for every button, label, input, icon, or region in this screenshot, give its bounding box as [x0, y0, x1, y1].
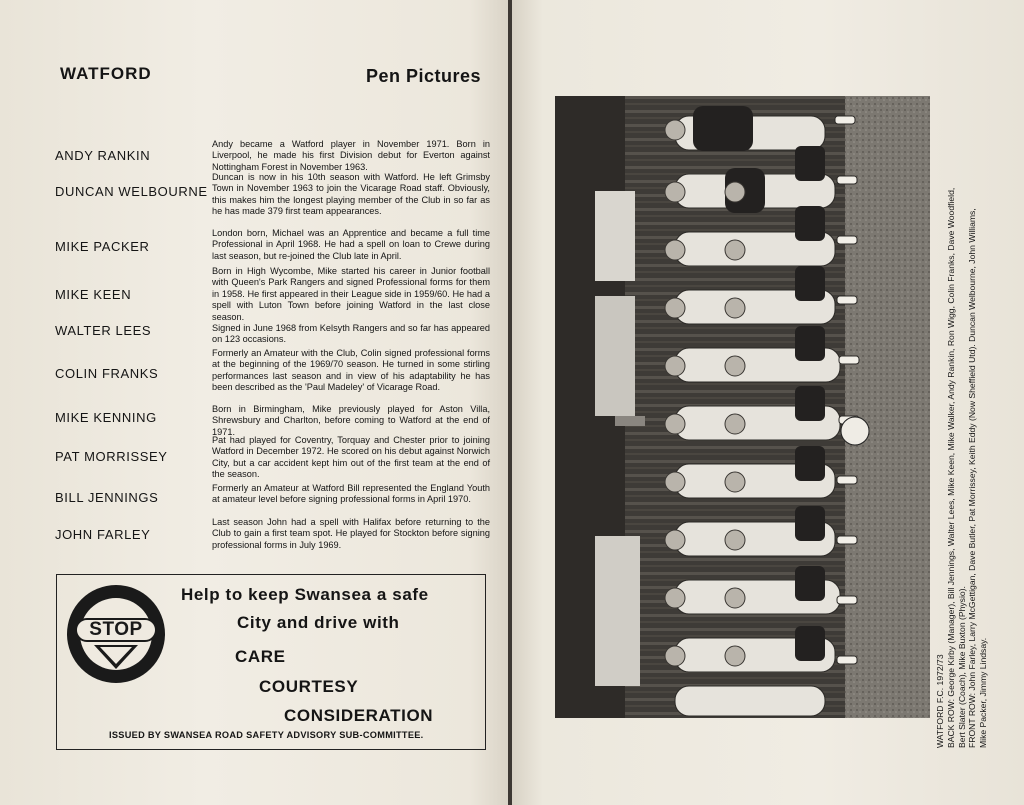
player-name-jennings: BILL JENNINGS [55, 490, 159, 505]
advert-line-2: City and drive with [237, 613, 400, 632]
player-name-packer: MIKE PACKER [55, 239, 150, 254]
road-safety-advert [56, 574, 486, 750]
caption-title: WATFORD F.C. 1972/73 [935, 654, 945, 748]
caption-front-row: FRONT ROW: John Farley, Larry McGettigan, Dave Butler, Pat Morrissey, Keith Eddy (Now Sheffield Utd). Duncan Welbourne, John Williams, [967, 208, 978, 748]
player-bio-keen: Born in High Wycombe, Mike started his career in Junior football with Queen's Park Rangers and signed Professional forms for them in 1958. He first appeared in their League side in 1959/60. He had a spell with Luton Town before joining Watford in the last close season. [212, 266, 490, 322]
player-name-franks: COLIN FRANKS [55, 366, 159, 381]
player-name-morrissey: PAT MORRISSEY [55, 449, 168, 464]
player-bio-farley: Last season John had a spell with Halifax before returning to the Club to gain a first team spot. He played for Stockton before signing professional forms in July 1969. [212, 517, 490, 550]
player-bio-jennings: Formerly an Amateur at Watford Bill represented the England Youth at amateur level before signing professional forms in April 1970. [212, 483, 490, 505]
left-page [0, 0, 510, 805]
player-name-kenning: MIKE KENNING [55, 410, 157, 425]
player-name-lees: WALTER LEES [55, 323, 152, 338]
player-bio-franks: Formerly an Amateur with the Club, Colin signed professional forms at the beginning of the 1969/70 season. He turned in some stirling performances last season and in view of his adaptability he has been described as the 'Paul Madeley' of Vicarage Road. [212, 348, 490, 393]
player-bio-lees: Signed in June 1968 from Kelsyth Rangers and so far has appeared on 123 occasions. [212, 323, 490, 345]
player-name-rankin: ANDY RANKIN [55, 148, 151, 163]
player-name-farley: JOHN FARLEY [55, 527, 151, 542]
player-bio-kenning: Born in Birmingham, Mike previously played for Aston Villa, Shrewsbury and Charlton, before coming to Watford at the end of 1971. [212, 404, 490, 437]
caption-back-row-cont: Bert Slater (Coach), Mike Buxton (Physio). [956, 586, 967, 748]
player-bio-rankin: Andy became a Watford player in November 1971. Born in Liverpool, he made his first Division debut for Everton against Nottingham Forest in November 1963. [212, 139, 490, 172]
caption-back-row: BACK ROW: George Kirby (Manager), Bill Jennings, Walter Lees, Mike Keen, Mike Walker, Andy Rankin, Ron Wigg, Colin Franks, Dave Woodfield, [945, 187, 956, 748]
player-bio-morrissey: Pat had played for Coventry, Torquay and Chester prior to joining Watford in December 1972. He scored on his debut against Norwich City, but a car accident kept him out of the first team at the end of the season. [212, 435, 490, 480]
player-bio-welbourne: Duncan is now in his 10th season with Watford. He left Grimsby Town in November 1963 to join the Vicarage Road staff. Obviously, this makes him the longest playing member of the Club in so far as he has made 379 first team appearances. [212, 172, 490, 217]
stop-logo-text: STOP [89, 619, 143, 640]
club-title: WATFORD [60, 64, 152, 83]
advert-line-courtesy: COURTESY [259, 677, 359, 696]
team-photograph [555, 96, 930, 718]
advert-line-care: CARE [235, 647, 286, 666]
section-title: Pen Pictures [366, 66, 482, 86]
player-name-keen: MIKE KEEN [55, 287, 132, 302]
caption-front-row-cont: Mike Packer, Jimmy Lindsay. [978, 637, 989, 748]
advert-line-consideration: CONSIDERATION [284, 706, 434, 725]
player-bio-packer: London born, Michael was an Apprentice and became a full time Professional in April 1968. He had a spell on loan to Crewe during last season, but re-joined the Club late in April. [212, 228, 490, 261]
stop-sign-logo [67, 585, 165, 683]
advert-line-1: Help to keep Swansea a safe [181, 585, 429, 604]
advert-issued-by: ISSUED BY SWANSEA ROAD SAFETY ADVISORY SUB-COMMITTEE. [109, 730, 424, 740]
player-name-welbourne: DUNCAN WELBOURNE [55, 184, 208, 199]
